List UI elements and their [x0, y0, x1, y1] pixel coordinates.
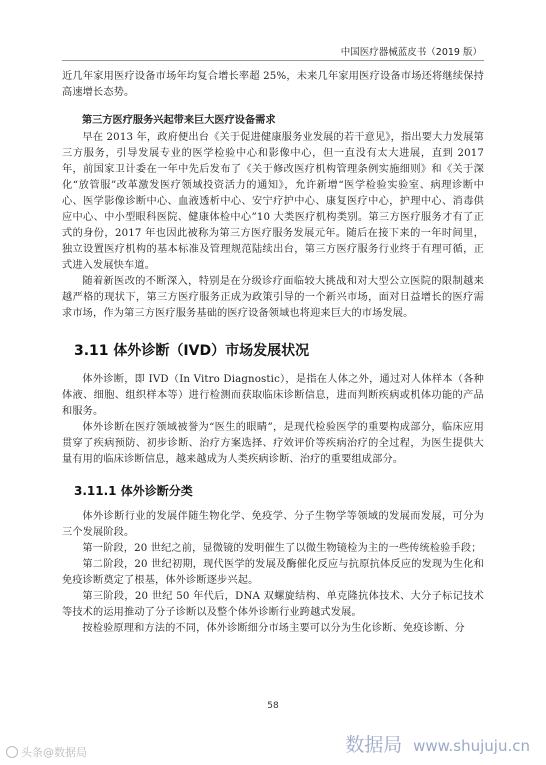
- page-body: [62, 69, 484, 637]
- watermark-right-brand: 数据局: [345, 734, 403, 756]
- watermark-left-text: 头条@数据局: [21, 746, 87, 759]
- header-divider: [62, 60, 484, 61]
- third-party-paragraph-2: 随着新医改的不断深入，特别是在分级诊疗面临较大挑战和对大型公立医院的限制越来越严格的现状下，第三方医疗服务正成为政策引导的一个新兴市场，面对日益增长的医疗需求市场，作为第三方医疗服务基础的医疗设备领域也将迎来巨大的市场发展。: [62, 276, 484, 319]
- watermark-left: [6, 744, 87, 760]
- classification-paragraph-2: 第一阶段，20 世纪之前，显微镜的发明催生了以微生物镜检为主的一些传统检验手段；: [82, 543, 482, 554]
- running-header: 中国医疗器械蓝皮书（2019 版）: [340, 47, 482, 58]
- classification-paragraph-5: 按检验原理和方法的不同，体外诊断细分市场主要可以分为生化诊断、免疫诊断、分: [82, 623, 465, 634]
- toutiao-logo-icon: [6, 746, 18, 758]
- third-party-paragraph-1: 早在 2013 年，政府便出台《关于促进健康服务业发展的若干意见》，指出要大力发展第三方服务，引导发展专业的医学检验中心和影像中心，但一直没有太大进展，直到 2017 年，前国家卫计委在一年中先后发布了《关于修改医疗机构管理条例实施细则》和《关于深化“放管服”改革激发医疗领域投资活力的通知》，允许新增“医学检验实验室、病理诊断中心、医学影像诊断中心、血液透析中心、安宁疗护中心、康复医疗中心，护理中心、消毒供应中心、中小型眼科医院、健康体检中心”10 大类医疗机构类别。第三方医疗服务才有了正式的身份，2017 年也因此被称为第三方医疗服务发展元年。随后在接下来的一年时间里，独立设置医疗机构的基本标准及管理规范陆续出台，第三方医疗服务行业终于有理可循，正式进入发展快车道。: [62, 132, 484, 271]
- classification-paragraph-3: 第二阶段，20 世纪初期，现代医学的发展及酶催化反应与抗原抗体反应的发现为生化和免疫诊断奠定了根基，体外诊断逐步兴起。: [62, 559, 484, 586]
- third-party-heading: 第三方医疗服务兴起带来巨大医疗设备需求: [82, 115, 276, 126]
- classification-paragraph-1: 体外诊断行业的发展伴随生物化学、免疫学、分子生物学等领域的发展而发展，可分为三个发展阶段。: [62, 511, 484, 538]
- classification-paragraph-4: 第三阶段，20 世纪 50 年代后，DNA 双螺旋结构、单克隆抗体技术、大分子标记技术等技术的运用推动了分子诊断以及整个体外诊断行业跨越式发展。: [62, 591, 484, 618]
- intro-paragraph: 近几年家用医疗设备市场年均复合增长率超 25%，未来几年家用医疗设备市场还将继续保持高速增长态势。: [62, 71, 484, 98]
- watermark-right-url: www.shujuju.cn: [413, 737, 530, 755]
- section-3-11-heading: 3.11 体外诊断（IVD）市场发展状况: [74, 343, 310, 359]
- ivd-paragraph-2: 体外诊断在医疗领域被誉为“医生的眼睛”，是现代检验医学的重要构成部分，临床应用贯穿了疾病预防、初步诊断、治疗方案选择、疗效评价等疾病治疗的全过程，为医生提供大量有用的临床诊断信息，越来越成为人类疾病诊断、治疗的重要组成部分。: [62, 422, 484, 465]
- ivd-paragraph-1: 体外诊断，即 IVD（In Vitro Diagnostic），是指在人体之外，通过对人体样本（各种体液、细胞、组织样本等）进行检测而获取临床诊断信息，进而判断疾病或机体功能的产品和服务。: [62, 374, 484, 417]
- section-3-11-1-heading: 3.11.1 体外诊断分类: [74, 484, 193, 498]
- watermark-right: [345, 730, 530, 757]
- page-number: 58: [267, 701, 279, 711]
